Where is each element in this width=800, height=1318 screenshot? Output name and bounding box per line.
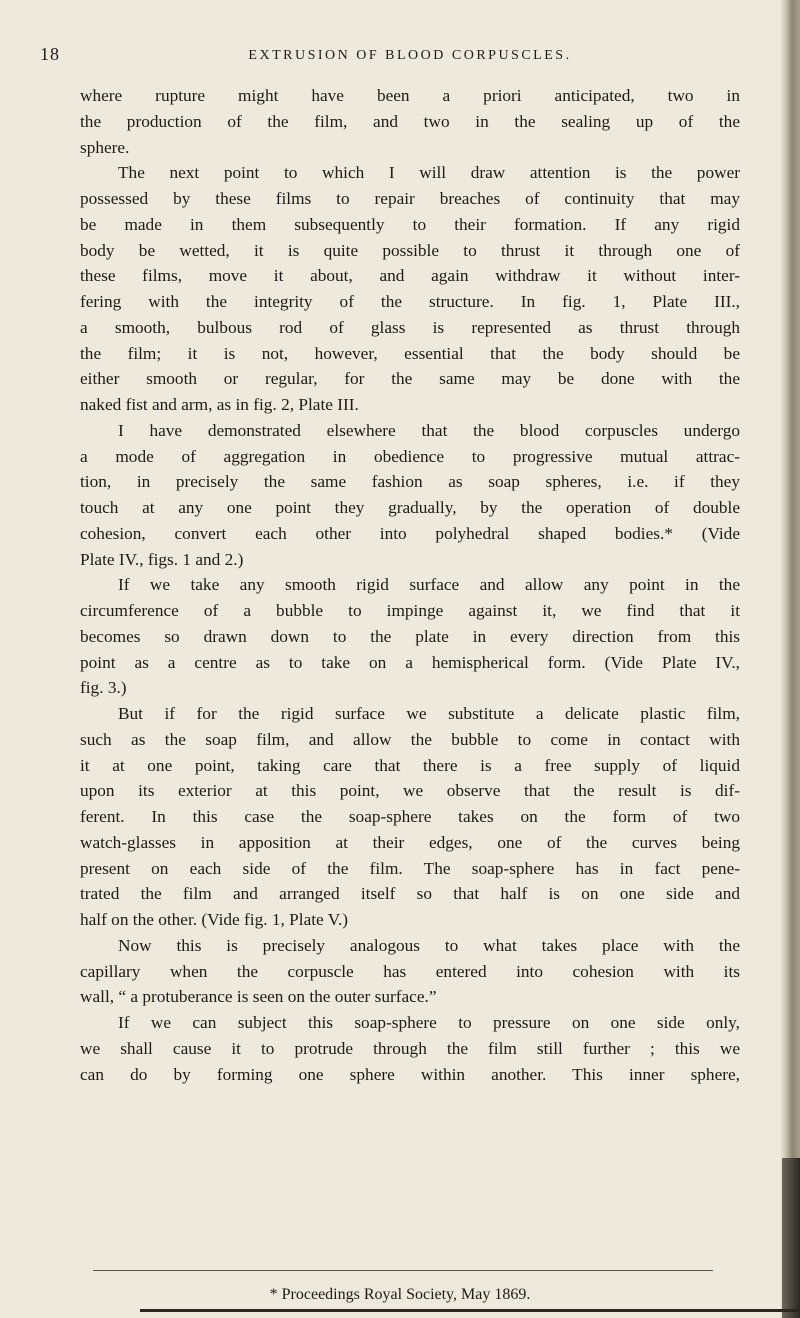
text-line: these films, move it about, and again withdraw it without inter- <box>80 266 740 286</box>
text-line: The next point to which I will draw attention is the power <box>118 163 740 183</box>
text-line: If we can subject this soap-sphere to pressure on one side only, <box>118 1013 740 1032</box>
page-number: 18 <box>40 44 60 64</box>
page-bottom-edge <box>140 1309 800 1312</box>
text-line: possessed by these films to repair breaches of continuity that may <box>80 189 740 208</box>
page-edge-shadow <box>780 0 800 1318</box>
text-line: Now this is precisely analogous to what takes place with the <box>118 935 740 955</box>
text-line: watch-glasses in apposition at their edges, one of the curves being <box>80 832 740 852</box>
text-line: But if for the rigid surface we substitute a delicate plastic film, <box>118 704 740 723</box>
text-line: either smooth or regular, for the same may be done with the <box>80 369 740 389</box>
text-line: If we take any smooth rigid surface and allow any point in the <box>118 575 740 595</box>
text-line: it at one point, taking care that there is a free supply of liquid <box>80 755 740 775</box>
text-line: point as a centre as to take on a hemispherical form. (Vide Plate IV., <box>80 652 740 672</box>
text-line: a mode of aggregation in obedience to progressive mutual attrac- <box>80 446 740 466</box>
footnote: * Proceedings Royal Society, May 1869. <box>269 1286 531 1303</box>
text-line: we shall cause it to protrude through the film still further ; this we <box>80 1038 740 1058</box>
text-line: such as the soap film, and allow the bubble to come in contact with <box>80 729 740 749</box>
text-line: body be wetted, it is quite possible to thrust it through one of <box>80 240 740 260</box>
text-line: wall, “ a protuberance is seen on the outer surface.” <box>80 987 437 1007</box>
text-line: naked fist and arm, as in fig. 2, Plate III. <box>80 395 359 414</box>
text-line: the film; it is not, however, essential that the body should be <box>80 343 740 363</box>
text-line: ferent. In this case the soap-sphere takes on the form of two <box>80 807 740 826</box>
text-line: a smooth, bulbous rod of glass is represented as thrust through <box>80 317 740 337</box>
text-line: present on each side of the film. The soap-sphere has in fact pene- <box>80 858 740 878</box>
text-line: fig. 3.) <box>80 678 127 698</box>
text-line: the production of the film, and two in the sealing up of the <box>80 111 740 131</box>
page-header <box>40 44 780 72</box>
text-line: becomes so drawn down to the plate in every direction from this <box>80 626 740 646</box>
text-line: capillary when the corpuscle has entered into cohesion with its <box>80 961 740 981</box>
text-line: be made in them subsequently to their formation. If any rigid <box>80 214 740 234</box>
text-line: touch at any one point they gradually, by the operation of double <box>80 498 740 517</box>
text-line: cohesion, convert each other into polyhedral shaped bodies.* (Vide <box>80 523 740 543</box>
footnote-divider <box>93 1270 713 1271</box>
text-line: circumference of a bubble to impinge against it, we find that it <box>80 601 740 620</box>
text-line: can do by forming one sphere within another. This inner sphere, <box>80 1064 740 1084</box>
running-head: EXTRUSION OF BLOOD CORPUSCLES. <box>248 48 572 63</box>
body-text <box>80 83 740 1087</box>
text-line: I have demonstrated elsewhere that the blood corpuscles undergo <box>118 420 740 440</box>
text-line: tion, in precisely the same fashion as soap spheres, i.e. if they <box>80 472 740 492</box>
text-line: where rupture might have been a priori anticipated, two in <box>80 86 740 105</box>
text-line: upon its exterior at this point, we observe that the result is dif- <box>80 781 740 801</box>
text-line: sphere. <box>80 137 130 157</box>
text-line: Plate IV., figs. 1 and 2.) <box>80 549 244 569</box>
text-line: half on the other. (Vide fig. 1, Plate V.) <box>80 910 349 929</box>
text-line: trated the film and arranged itself so that half is on one side and <box>80 884 740 904</box>
text-line: fering with the integrity of the structure. In fig. 1, Plate III., <box>80 292 740 311</box>
